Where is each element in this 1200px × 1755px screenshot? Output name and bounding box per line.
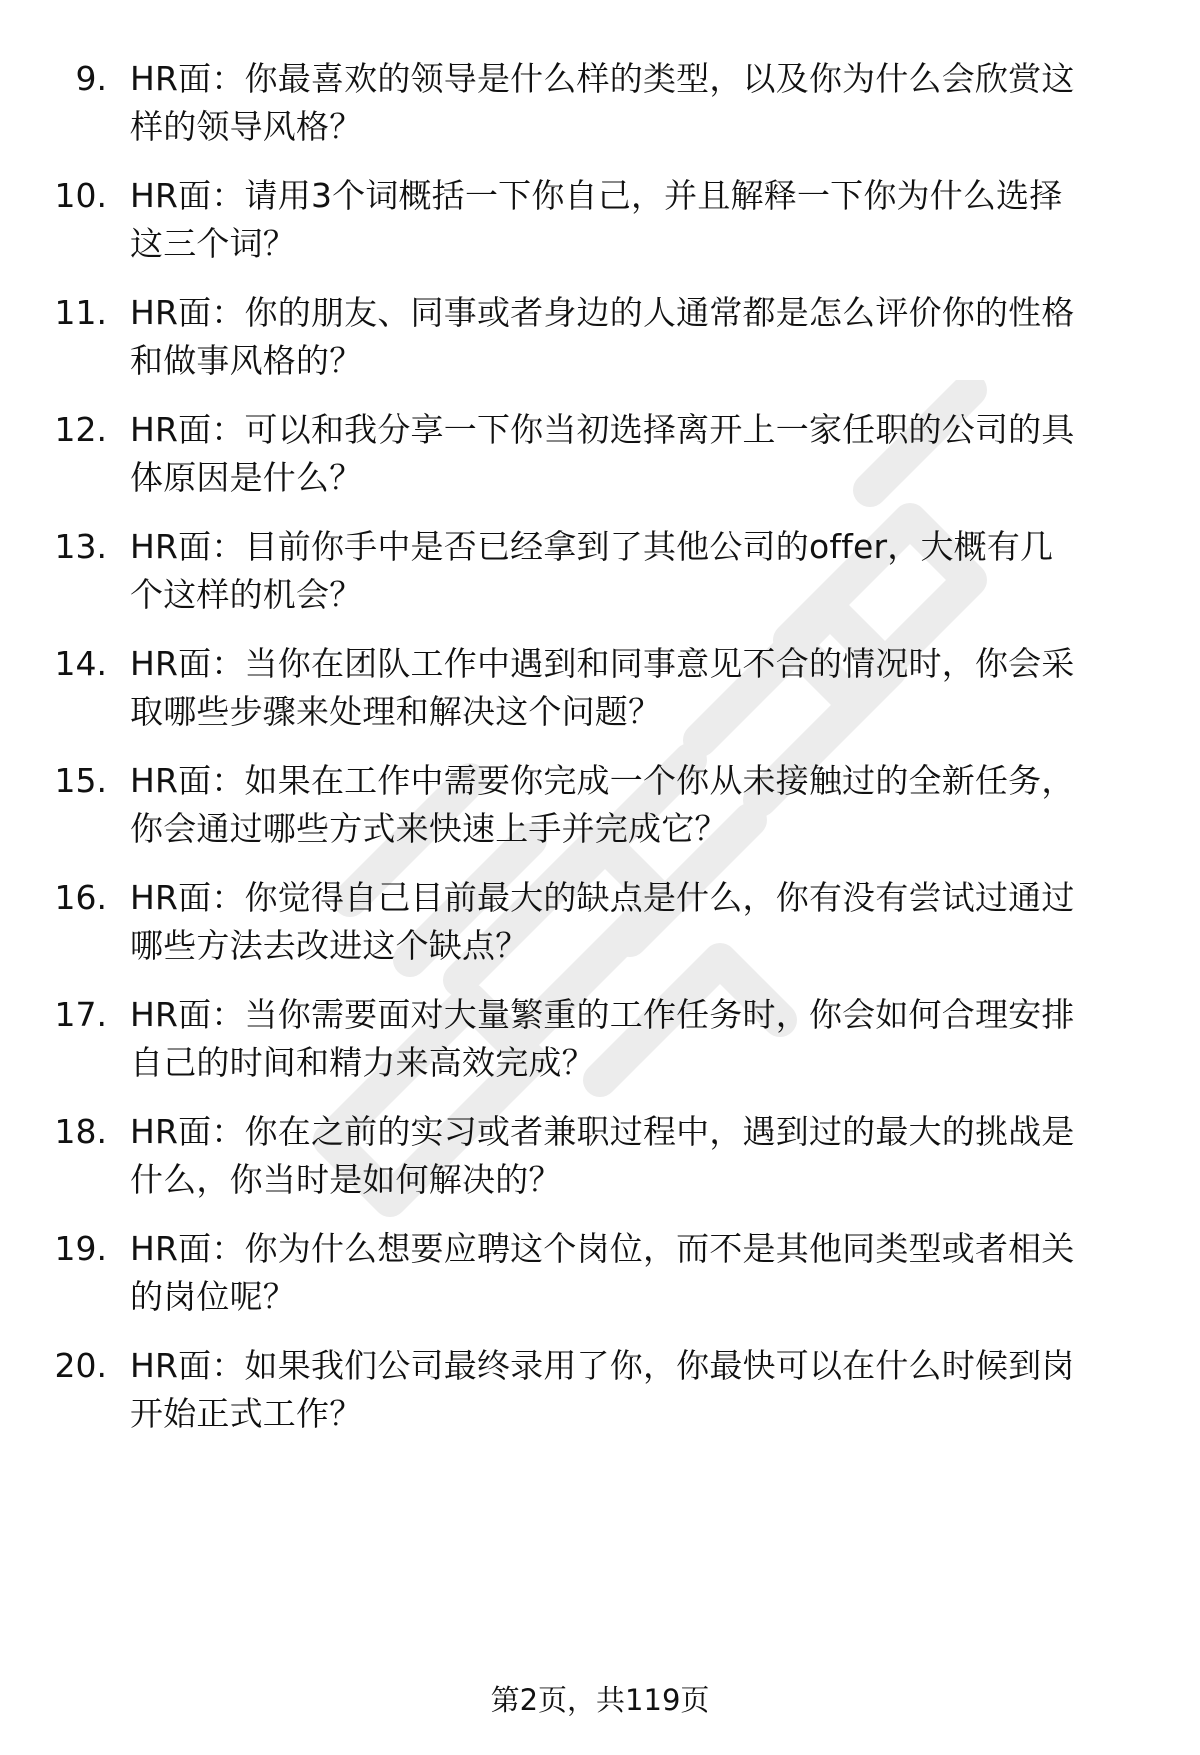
question-line: HR面：你的朋友、同事或者身边的人通常都是怎么评价你的性格 xyxy=(130,293,1075,332)
question-line: 个这样的机会？ xyxy=(130,575,363,614)
question-text xyxy=(130,523,1160,619)
question-text xyxy=(130,640,1160,736)
question-number: 12. xyxy=(54,410,107,449)
list-item xyxy=(0,1225,1200,1335)
question-number: 19. xyxy=(54,1229,107,1268)
question-text xyxy=(130,55,1160,151)
question-number: 18. xyxy=(54,1112,107,1151)
question-text xyxy=(130,1225,1160,1321)
question-text xyxy=(130,757,1160,853)
list-item xyxy=(0,289,1200,399)
question-line: HR面：如果我们公司最终录用了你，你最快可以在什么时候到岗 xyxy=(130,1346,1075,1385)
list-item xyxy=(0,523,1200,633)
question-line: HR面：请用3个词概括一下你自己，并且解释一下你为什么选择 xyxy=(130,176,1063,215)
list-item xyxy=(0,55,1200,165)
question-line: 什么，你当时是如何解决的？ xyxy=(130,1160,562,1199)
question-number: 17. xyxy=(54,995,107,1034)
question-number: 13. xyxy=(54,527,107,566)
question-line: 你会通过哪些方式来快速上手并完成它？ xyxy=(130,809,728,848)
question-number: 15. xyxy=(54,761,107,800)
question-text xyxy=(130,172,1160,268)
question-text xyxy=(130,406,1160,502)
list-item xyxy=(0,991,1200,1101)
question-line: HR面：目前你手中是否已经拿到了其他公司的offer，大概有几 xyxy=(130,527,1054,566)
question-line: 开始正式工作？ xyxy=(130,1394,363,1433)
list-item xyxy=(0,172,1200,282)
list-item xyxy=(0,1108,1200,1218)
question-line: HR面：当你需要面对大量繁重的工作任务时，你会如何合理安排 xyxy=(130,995,1075,1034)
list-item xyxy=(0,1342,1200,1452)
question-line: HR面：你最喜欢的领导是什么样的类型，以及你为什么会欣赏这 xyxy=(130,59,1075,98)
page-number-footer: 第2页，共119页 xyxy=(490,1683,710,1717)
list-item xyxy=(0,406,1200,516)
question-line: HR面：如果在工作中需要你完成一个你从未接触过的全新任务， xyxy=(130,761,1075,800)
question-number: 16. xyxy=(54,878,107,917)
question-line: HR面：当你在团队工作中遇到和同事意见不合的情况时，你会采 xyxy=(130,644,1075,683)
question-number: 9. xyxy=(75,59,107,98)
question-line: 自己的时间和精力来高效完成？ xyxy=(130,1043,595,1082)
question-line: HR面：你在之前的实习或者兼职过程中，遇到过的最大的挑战是 xyxy=(130,1112,1075,1151)
question-text xyxy=(130,289,1160,385)
question-text xyxy=(130,991,1160,1087)
question-line: 取哪些步骤来处理和解决这个问题？ xyxy=(130,692,662,731)
question-line: HR面：你觉得自己目前最大的缺点是什么，你有没有尝试过通过 xyxy=(130,878,1075,917)
question-line: HR面：你为什么想要应聘这个岗位，而不是其他同类型或者相关 xyxy=(130,1229,1075,1268)
list-item xyxy=(0,757,1200,867)
question-line: 样的领导风格？ xyxy=(130,107,363,146)
question-line: HR面：可以和我分享一下你当初选择离开上一家任职的公司的具 xyxy=(130,410,1075,449)
list-item xyxy=(0,874,1200,984)
question-number: 10. xyxy=(54,176,107,215)
question-line: 这三个词？ xyxy=(130,224,296,263)
question-line: 哪些方法去改进这个缺点？ xyxy=(130,926,529,965)
question-line: 和做事风格的？ xyxy=(130,341,363,380)
question-number: 11. xyxy=(54,293,107,332)
question-number: 20. xyxy=(54,1346,107,1385)
question-line: 的岗位呢？ xyxy=(130,1277,296,1316)
list-item xyxy=(0,640,1200,750)
question-number: 14. xyxy=(54,644,107,683)
question-text xyxy=(130,1342,1160,1438)
question-text xyxy=(130,1108,1160,1204)
question-line: 体原因是什么？ xyxy=(130,458,363,497)
question-text xyxy=(130,874,1160,970)
